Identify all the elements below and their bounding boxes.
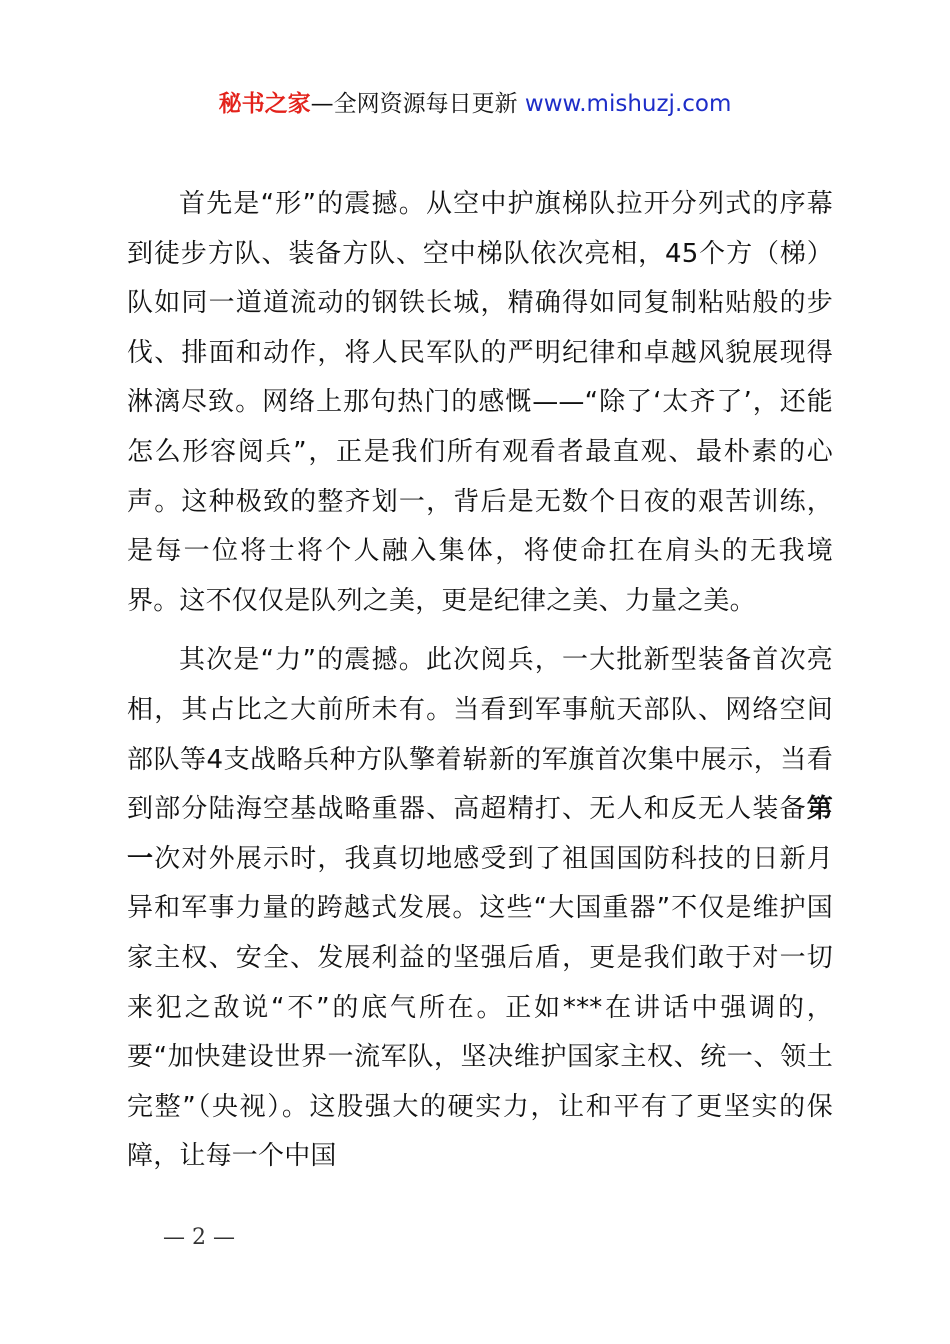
paragraph-text-part: 次对外展示时，我真切地感受到了祖国国防科技的日新月异和军事力量的跨越式发展。这些“大国重器”不仅是维护国家主权、安全、发展利益的坚强后盾，更是我们敢于对一切来犯之敌说“不”的底气所在。正如***在讲话中强调的，要“加快建设世界一流军队，坚决维护国家主权、统一、领土完整”（央视）。这股强大的硬实力，让和平有了更坚实的保障，让每一个中国 — [127, 843, 833, 1172]
body-text — [127, 180, 833, 1192]
paragraph-form-shock: 首先是“形”的震撼。从空中护旗梯队拉开分列式的序幕到徒步方队、装备方队、空中梯队依次亮相，45个方（梯）队如同一道道流动的钢铁长城，精确得如同复制粘贴般的步伐、排面和动作，将人民军队的严明纪律和卓越风貌展现得淋漓尽致。网络上那句热门的感慨——“除了‘太齐了’，还能怎么形容阅兵”，正是我们所有观看者最直观、最朴素的心声。这种极致的整齐划一，背后是无数个日夜的艰苦训练，是每一位将士将个人融入集体，将使命扛在肩头的无我境界。这不仅仅是队列之美，更是纪律之美、力量之美。 — [127, 189, 833, 616]
paragraph-text-part: 其次是“力”的震撼。此次阅兵，一大批新型装备首次亮相，其占比之大前所未有。当看到军事航天部队、网络空间部队等4支战略兵种方队擎着崭新的军旗首次集中展示，当看到部分陆海空基战略重器、高超精打、无人和反无人装备 — [127, 645, 833, 825]
paragraph-power-shock — [127, 636, 833, 1182]
header-slogan: —全网资源每日更新 — [310, 91, 525, 117]
site-url-link[interactable]: www.mishuzj.com — [524, 91, 732, 117]
brand-name: 秘书之家 — [218, 91, 311, 117]
bold-text: 第一 — [127, 794, 833, 874]
header-banner — [0, 86, 950, 122]
page-number: — 2 — — [163, 1225, 235, 1250]
